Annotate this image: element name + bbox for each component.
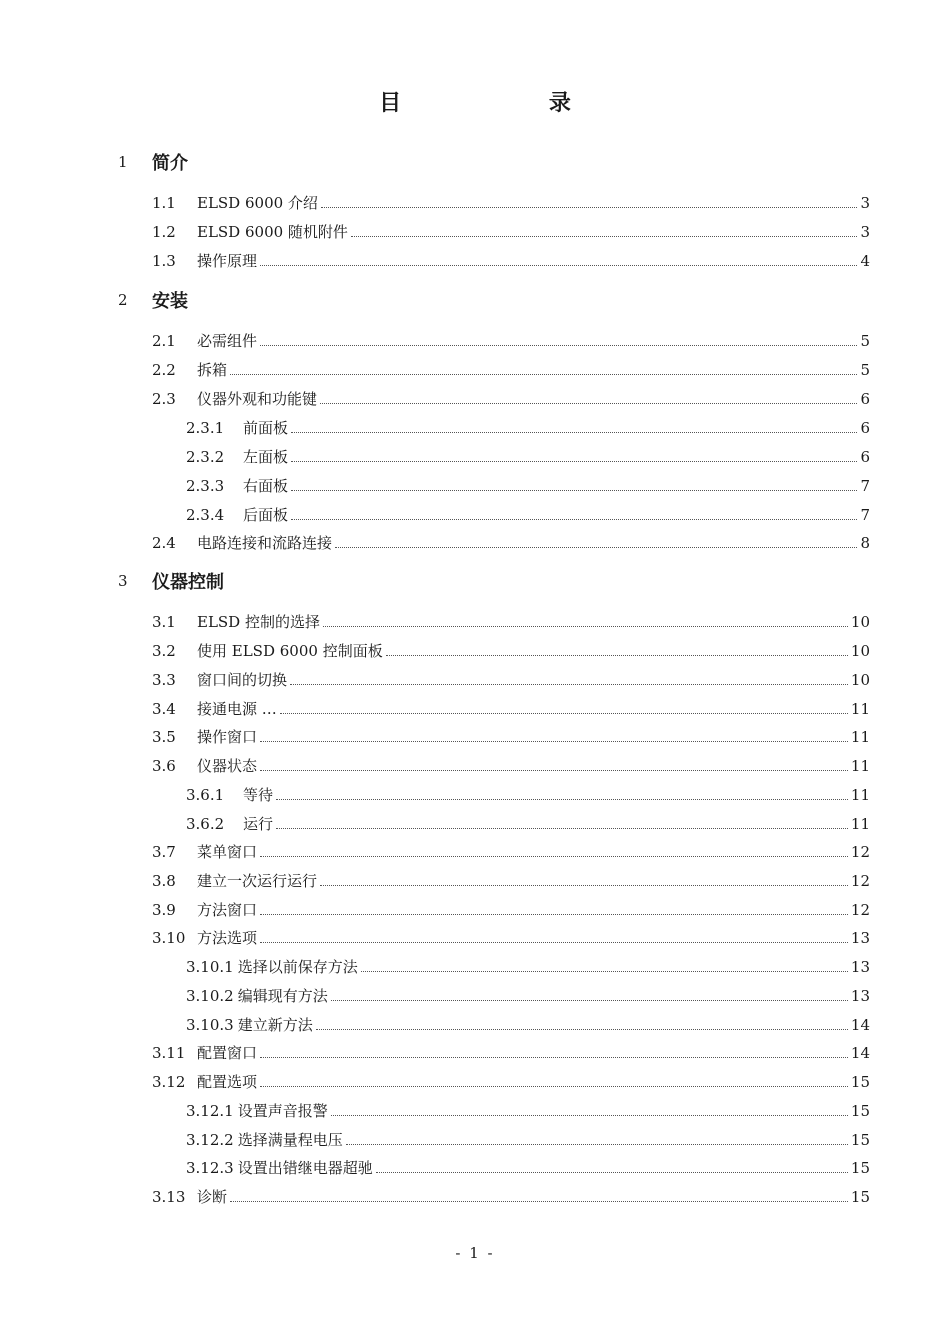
entry-label: 仪器状态 [197,757,258,775]
entry-label: 选择以前保存方法 [237,958,358,976]
entry-page: 5 [860,332,870,350]
dot-leader [331,1115,848,1116]
section-title: 安装 [152,291,188,312]
entry-page: 10 [850,642,870,660]
dot-leader [323,626,848,627]
entry-label: 配置窗口 [197,1044,258,1062]
toc-entry-3-12-1[interactable] [186,1101,870,1121]
entry-number: 1.2 [152,223,176,241]
dot-leader [331,1000,848,1001]
entry-page: 11 [850,786,870,804]
dot-leader [335,547,857,548]
entry-number: 3.10.3 [186,1016,234,1034]
entry-number: 2.3 [152,390,176,408]
toc-title: 目 录 [379,91,641,116]
toc-entry-3-10-2[interactable] [186,986,870,1006]
entry-page: 3 [860,223,870,241]
entry-number: 3.10.1 [186,958,234,976]
toc-entry-2-3-2[interactable] [186,447,870,467]
entry-label: 诊断 [197,1188,228,1206]
toc-entry-3-9[interactable] [152,900,870,920]
entry-page: 11 [850,728,870,746]
entry-label: 右面板 [243,477,289,495]
entry-label: 后面板 [243,506,289,524]
entry-page: 13 [850,929,870,947]
entry-label: 仪器外观和功能键 [197,390,318,408]
dot-leader [260,856,848,857]
entry-page: 10 [850,671,870,689]
entry-page: 11 [850,815,870,833]
entry-number: 3.6 [152,757,176,775]
entry-label: 拆箱 [197,361,228,379]
dot-leader [361,971,848,972]
entry-label: 编辑现有方法 [237,987,328,1005]
entry-label: 窗口间的切换 [197,671,288,689]
entry-number: 2.3.4 [186,506,225,524]
entry-page: 12 [850,872,870,890]
entry-number: 3.10.2 [186,987,234,1005]
dot-leader [291,461,857,462]
entry-label: ELSD 6000 介绍 [197,194,318,212]
entry-number: 2.1 [152,332,176,350]
entry-page: 10 [850,613,870,631]
entry-number: 2.3.2 [186,448,225,466]
entry-number: 3.12.2 [186,1131,234,1149]
entry-label: 建立一次运行运行 [197,872,318,890]
toc-entry-3-1[interactable] [152,612,870,632]
entry-page: 5 [860,361,870,379]
dot-leader [260,914,848,915]
dot-leader [351,236,857,237]
toc-entry-3-10-1[interactable] [186,957,870,977]
entry-label: 菜单窗口 [197,843,258,861]
entry-number: 2.2 [152,361,176,379]
entry-label: 操作窗口 [197,728,258,746]
toc-entry-3-12-3[interactable] [186,1158,870,1178]
dot-leader [280,713,848,714]
entry-page: 15 [850,1102,870,1120]
toc-entry-1-3[interactable] [152,251,870,271]
entry-number: 3.12 [152,1073,186,1091]
toc-entry-3-13[interactable] [152,1187,870,1207]
dot-leader [321,207,857,208]
toc-entry-3-12[interactable] [152,1072,870,1092]
toc-entry-3-2[interactable] [152,641,870,661]
toc-entry-1-1[interactable] [152,193,870,213]
dot-leader [260,741,848,742]
section-number: 1 [118,153,128,171]
entry-number: 3.6.1 [186,786,225,804]
entry-label: 使用 ELSD 6000 控制面板 [197,642,383,660]
dot-leader [260,770,848,771]
entry-page: 7 [860,477,870,495]
entry-page: 4 [860,252,870,270]
dot-leader [260,1057,848,1058]
toc-entry-2-3[interactable] [152,389,870,409]
entry-label: 前面板 [243,419,289,437]
dot-leader [290,684,848,685]
dot-leader [276,799,848,800]
section-number: 2 [118,291,128,309]
entry-page: 15 [850,1159,870,1177]
section-title: 仪器控制 [152,572,224,593]
entry-label: 运行 [243,815,274,833]
entry-label: 等待 [243,786,274,804]
entry-number: 3.13 [152,1188,186,1206]
entry-page: 14 [850,1016,870,1034]
page-number-footer: - 1 - [455,1244,495,1262]
entry-label: 方法窗口 [197,901,258,919]
entry-page: 3 [860,194,870,212]
entry-label: 配置选项 [197,1073,258,1091]
entry-label: 操作原理 [197,252,258,270]
entry-number: 3.12.3 [186,1159,234,1177]
entry-label: 接通电源 … [197,700,277,718]
toc-entry-3-6[interactable] [152,756,870,776]
entry-number: 3.10 [152,929,186,947]
dot-leader [320,885,848,886]
toc-entry-3-6-1[interactable] [186,785,870,805]
toc-section-3[interactable] [118,569,224,593]
toc-entry-3-7[interactable] [152,842,870,862]
entry-number: 3.11 [152,1044,186,1062]
toc-entry-2-3-3[interactable] [186,476,870,496]
toc-entry-2-4[interactable] [152,533,870,553]
entry-number: 1.3 [152,252,176,270]
entry-label: 必需组件 [197,332,258,350]
entry-page: 7 [860,506,870,524]
toc-entry-3-3[interactable] [152,670,870,690]
toc-entry-3-10[interactable] [152,928,870,948]
dot-leader [376,1172,848,1173]
entry-label: 左面板 [243,448,289,466]
dot-leader [316,1029,848,1030]
entry-page: 12 [850,843,870,861]
section-title: 简介 [152,153,188,174]
entry-label: ELSD 6000 随机附件 [197,223,348,241]
section-number: 3 [118,572,128,590]
toc-entry-3-10-3[interactable] [186,1015,870,1035]
toc-entry-3-4[interactable] [152,699,870,719]
entry-number: 3.3 [152,671,176,689]
dot-leader [260,1086,848,1087]
dot-leader [291,432,857,433]
entry-number: 3.1 [152,613,176,631]
toc-section-2[interactable] [118,288,188,312]
entry-label: 设置出错继电器超驰 [237,1159,373,1177]
entry-number: 3.4 [152,700,176,718]
entry-label: 建立新方法 [237,1016,313,1034]
dot-leader [291,490,857,491]
entry-number: 3.12.1 [186,1102,234,1120]
entry-page: 6 [860,419,870,437]
entry-number: 2.4 [152,534,176,552]
entry-number: 3.5 [152,728,176,746]
dot-leader [346,1144,848,1145]
entry-label: 电路连接和流路连接 [197,534,333,552]
dot-leader [260,265,857,266]
entry-page: 13 [850,987,870,1005]
entry-number: 3.9 [152,901,176,919]
toc-entry-2-2[interactable] [152,360,870,380]
dot-leader [230,1201,848,1202]
entry-page: 6 [860,448,870,466]
dot-leader [386,655,848,656]
entry-label: 设置声音报警 [237,1102,328,1120]
entry-page: 11 [850,757,870,775]
dot-leader [260,942,848,943]
toc-entry-3-6-2[interactable] [186,814,870,834]
entry-number: 3.2 [152,642,176,660]
entry-number: 3.7 [152,843,176,861]
toc-entry-2-3-4[interactable] [186,505,870,525]
entry-label: 选择满量程电压 [237,1131,343,1149]
entry-page: 12 [850,901,870,919]
entry-page: 11 [850,700,870,718]
entry-number: 3.6.2 [186,815,225,833]
entry-page: 15 [850,1131,870,1149]
entry-page: 6 [860,390,870,408]
entry-label: ELSD 控制的选择 [197,613,320,631]
dot-leader [276,828,848,829]
dot-leader [230,374,857,375]
entry-page: 15 [850,1073,870,1091]
dot-leader [291,519,857,520]
toc-entry-2-1[interactable] [152,331,870,351]
dot-leader [320,403,857,404]
entry-page: 8 [860,534,870,552]
entry-label: 方法选项 [197,929,258,947]
entry-number: 3.8 [152,872,176,890]
toc-entry-3-11[interactable] [152,1043,870,1063]
entry-number: 2.3.3 [186,477,225,495]
toc-entry-3-12-2[interactable] [186,1130,870,1150]
entry-page: 13 [850,958,870,976]
entry-page: 15 [850,1188,870,1206]
toc-entry-1-2[interactable] [152,222,870,242]
toc-section-1[interactable] [118,150,188,174]
entry-number: 1.1 [152,194,176,212]
toc-entry-3-5[interactable] [152,727,870,747]
dot-leader [260,345,857,346]
entry-number: 2.3.1 [186,419,225,437]
toc-entry-3-8[interactable] [152,871,870,891]
entry-page: 14 [850,1044,870,1062]
toc-entry-2-3-1[interactable] [186,418,870,438]
